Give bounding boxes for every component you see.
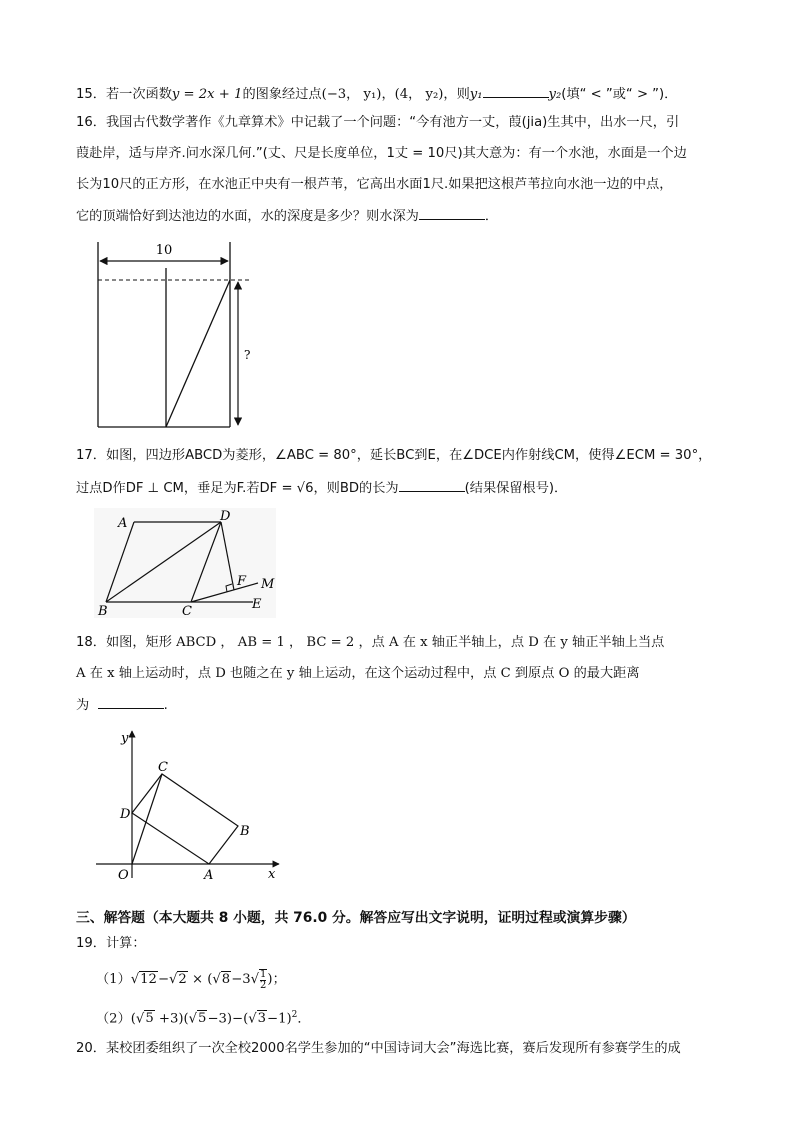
q19-line	[76, 934, 146, 954]
paren-open: (	[130, 1011, 136, 1027]
label-O: O	[118, 868, 129, 883]
q19-minus-3: −3	[231, 972, 251, 987]
reed-pulled	[166, 280, 230, 427]
label-y: y	[121, 731, 129, 746]
q19-number: 19．	[76, 936, 106, 951]
q17-line-2	[76, 477, 567, 499]
label-D: D	[220, 509, 231, 524]
q15-separator: ，	[381, 87, 395, 102]
q19-part-1-end: )；	[267, 972, 286, 987]
q17-number: 17．	[76, 448, 106, 463]
q15-number: 15．	[76, 87, 106, 102]
q18-answer-blank	[98, 694, 164, 709]
q18-text-2: A 在 x 轴上运动时，点 D 也随之在 y 轴上运动，在这个运动过程中，点 C 到原点 O 的最大距离	[76, 666, 640, 681]
label-E: E	[252, 597, 262, 612]
label-D: D	[120, 807, 131, 822]
q16-pool-figure	[0, 236, 794, 436]
section-3-title: 三、解答题（本大题共 8 小题，共 76.0 分。解答应写出文字说明，证明过程或演算步骤）	[76, 910, 636, 926]
q18-number: 18．	[76, 635, 106, 650]
q15-text-2: 的图象经过点	[242, 87, 322, 102]
q16-text-4: 它的顶端恰好到达池边的水面，水的深度是多少？则水深为	[76, 209, 419, 224]
q17-line-1	[76, 446, 711, 466]
q19-part-2-end: ．	[297, 1011, 311, 1027]
q16-number: 16．	[76, 115, 106, 130]
q16-line-1	[76, 113, 679, 133]
plus-3: +3)(	[154, 1011, 189, 1027]
q16-text-2: 葭赴岸，适与岸齐.问水深几何.”(丈、尺是长度单位，1丈 = 10尺)其大意为：有一个水池，水面是一个边	[76, 146, 687, 161]
label-F: F	[237, 574, 247, 589]
q18-text-3-end: .	[163, 698, 168, 713]
label-A: A	[118, 516, 128, 531]
q18-line-2	[76, 664, 640, 684]
q17-text-1: 如图，四边形ABCD为菱形，∠ABC = 80°，延长BC到E，在∠DCE内作射线CM，使得∠ECM = 30°，	[105, 448, 712, 463]
q18-text-3: 为	[76, 698, 90, 713]
sqrt-12: 12	[140, 972, 157, 987]
q15-point-2: (4， y₂)	[394, 87, 444, 102]
q16-answer-blank	[419, 205, 485, 220]
q15-y1: y₁	[469, 87, 483, 102]
sqrt-3: 3	[257, 1011, 267, 1027]
minus-3: −3)−(	[207, 1011, 249, 1027]
q16-line-3	[76, 175, 672, 195]
label-x: x	[268, 867, 276, 882]
q15-answer-blank	[483, 83, 549, 98]
q19-text: 计算：	[105, 936, 146, 951]
q17-answer-blank	[399, 477, 465, 492]
q16-text-1: 我国古代数学著作《九章算术》中记载了一个问题：“今有池方一丈，葭(jia)生其中，出水一尺，引	[105, 115, 680, 130]
half-numerator: 1	[260, 968, 267, 980]
label-M: M	[261, 577, 275, 592]
depth-question-label: ?	[244, 348, 251, 362]
q16-text-3: 长为10尺的正方形，在水池正中央有一根芦苇，它高出水面1尺.如果把这根芦苇拉向水池一边的中点，	[76, 177, 673, 192]
q19-part-2: $(2)(√5 +3)(√5-3)-(√3-1)^2$．	[96, 1010, 311, 1027]
q18-line-3	[76, 694, 168, 716]
sqrt-2: 2	[178, 972, 187, 987]
q15-text-4: (填“ < ”或“ > ”)．	[561, 87, 678, 102]
width-label: 10	[155, 243, 173, 258]
sqrt-5: 5	[145, 1011, 154, 1027]
label-C: C	[182, 604, 192, 619]
segment-OC	[132, 774, 162, 864]
q17-text-2a: 过点D作DF ⊥ CM，垂足为F.若DF = √6，则BD的长为	[76, 481, 399, 496]
label-A: A	[204, 868, 214, 883]
rectangle-ABCD	[132, 774, 238, 864]
q19-part-2-label: （2）	[96, 1011, 131, 1027]
q15-function: y = 2x + 1	[171, 87, 243, 102]
minus-1: −1)	[267, 1011, 292, 1027]
q15-text-3: ，则	[443, 87, 470, 102]
half-denominator: 2	[260, 979, 267, 991]
q15-point-1: (−3， y₁)	[321, 87, 382, 102]
q18-text-1: 如图，矩形 ABCD ， AB = 1 ， BC = 2 ，点 A 在 x 轴正半轴上，点 D 在 y 轴正半轴上当点	[105, 635, 665, 650]
sqrt-5-b: 5	[198, 1011, 207, 1027]
q18-rectangle-figure	[0, 724, 794, 884]
square-exponent: 2	[291, 1010, 298, 1020]
q15-y2: y₂	[548, 87, 562, 102]
q20-text: 某校团委组织了一次全校2000名学生参加的“中国诗词大会”海选比赛，赛后发现所有参赛学生的成	[105, 1041, 681, 1056]
q16-line-4	[76, 205, 498, 227]
q20-line	[76, 1039, 681, 1059]
q17-rhombus-figure	[0, 508, 794, 620]
q15-text-1: 若一次函数	[105, 87, 172, 102]
q15-line	[76, 83, 677, 105]
q19-part-1-label: （1）	[96, 972, 131, 987]
q18-line-1	[76, 633, 664, 653]
q16-text-4-end: ．	[484, 209, 499, 224]
q20-number: 20．	[76, 1041, 106, 1056]
label-B: B	[98, 604, 108, 619]
q19-times: × (	[187, 972, 213, 987]
q16-line-2	[76, 144, 687, 164]
label-C: C	[158, 760, 168, 775]
q17-text-2b: (结果保留根号)．	[464, 481, 568, 496]
sqrt-8: 8	[221, 972, 231, 987]
label-B: B	[240, 824, 250, 839]
q19-part-1: （1）√12−√2 × (√8−3√ $\frac{1}{2}$ )；	[96, 968, 286, 991]
